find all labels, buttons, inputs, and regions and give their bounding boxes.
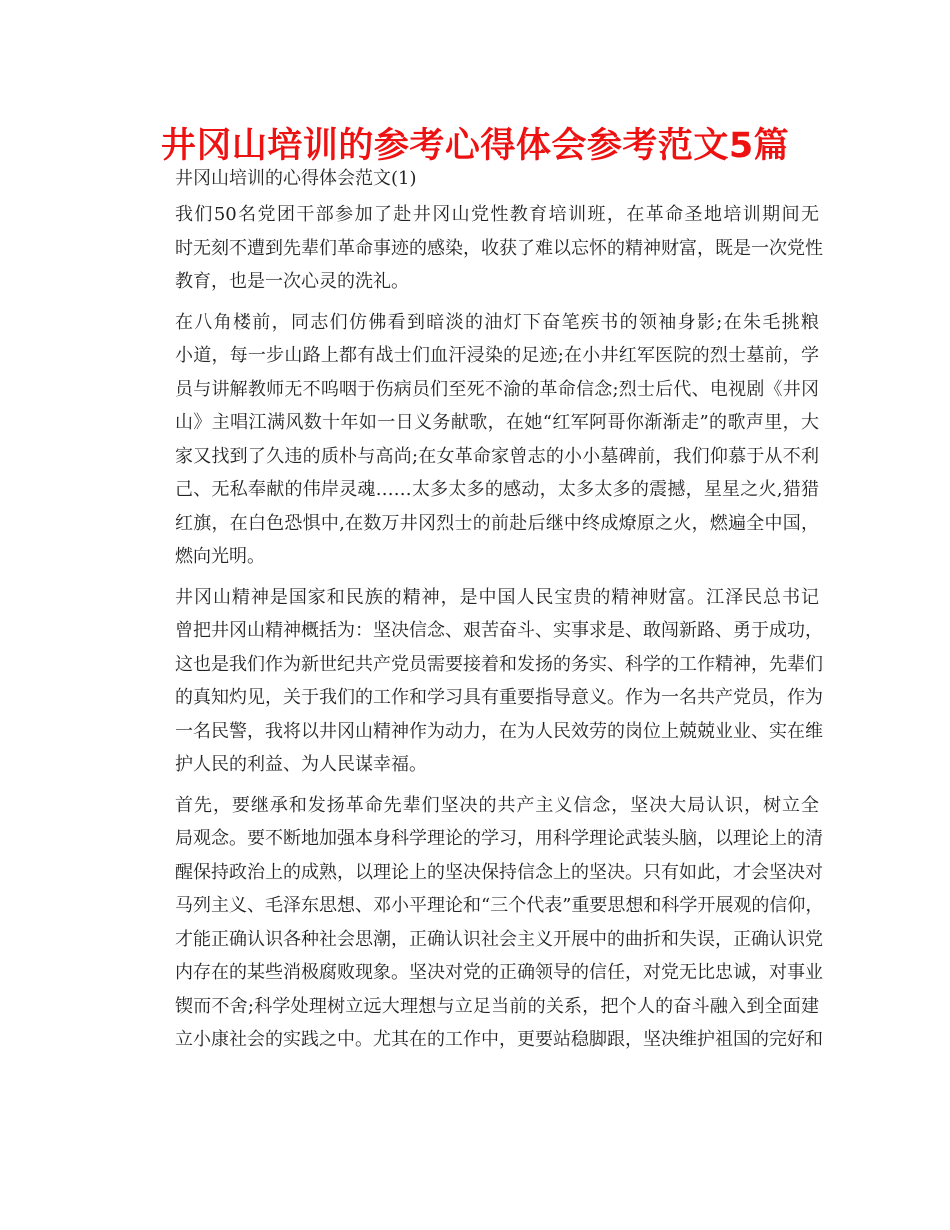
text-line: 内存在的某些消极腐败现象。坚决对党的正确领导的信任，对党无比忠诚，对事业 — [175, 962, 823, 983]
text-line: 红旗，在白色恐惧中,在数万井冈烈士的前赴后继中终成燎原之火，燃遍全中国， — [175, 512, 819, 534]
text-line: 燃向光明。 — [175, 546, 265, 567]
text-line: 立小康社会的实践之中。尤其在的工作中，更要站稳脚跟，坚决维护祖国的完好和 — [175, 1029, 823, 1050]
text-line: 首先，要继承和发扬革命先辈们坚决的共产主义信念，坚决大局认识，树立全 — [175, 794, 819, 816]
text-line: 己、无私奉献的伟岸灵魂……太多太多的感动，太多太多的震撼，星星之火,猎猎 — [175, 479, 819, 500]
text-line: 马列主义、毛泽东思想、邓小平理论和“三个代表”重要思想和科学开展观的信仰， — [175, 895, 824, 916]
text-line: 小道，每一步山路上都有战士们血汗浸染的足迹;在小井红军医院的烈士墓前，学 — [175, 345, 819, 366]
text-line: 才能正确认识各种社会思潮，正确认识社会主义开展中的曲折和失误，正确认识党 — [175, 928, 823, 950]
text-line: 一名民警，我将以井冈山精神作为动力，在为人民效劳的岗位上兢兢业业、实在维 — [175, 720, 823, 742]
text-line: 我们50名党团干部参加了赴井冈山党性教育培训班，在革命圣地培训期间无 — [175, 204, 819, 225]
text-line: 教育，也是一次心灵的洗礼。 — [175, 271, 409, 292]
paragraph-1 — [139, 198, 823, 299]
paragraph-2 — [139, 306, 819, 574]
paragraph-4 — [139, 789, 824, 1057]
text-line: 护人民的利益、为人民谋幸福。 — [175, 754, 427, 775]
text-line: 山》主唱江满风数十年如一日义务献歌，在她“红军阿哥你渐渐走”的歌声里，大 — [175, 412, 819, 433]
text-line: 醒保持政治上的成熟，以理论上的坚决保持信念上的坚决。只有如此，才会坚决对 — [175, 861, 823, 883]
paragraph-3 — [139, 581, 823, 782]
text-line: 在八角楼前，同志们仿佛看到暗淡的油灯下奋笔疾书的领袖身影;在朱毛挑粮 — [175, 311, 819, 333]
text-line: 这也是我们作为新世纪共产党员需要接着和发扬的务实、科学的工作精神，先辈们 — [175, 653, 823, 675]
document-title: 井冈山培训的参考心得体会参考范文5篇 — [160, 126, 790, 166]
document-body — [139, 166, 824, 1064]
text-line: 曾把井冈山精神概括为：坚决信念、艰苦奋斗、实事求是、敢闯新路、勇于成功， — [175, 620, 823, 641]
text-line: 井冈山精神是国家和民族的精神，是中国人民宝贵的精神财富。江泽民总书记 — [175, 586, 819, 608]
text-line: 锲而不舍;科学处理树立远大理想与立足当前的关系，把个人的奋斗融入到全面建 — [175, 995, 819, 1017]
text-line: 时无刻不遭到先辈们革命事迹的感染，收获了难以忘怀的精神财富，既是一次党性 — [175, 237, 823, 259]
text-line: 的真知灼见，关于我们的工作和学习具有重要指导意义。作为一名共产党员，作为 — [175, 687, 823, 708]
text-line: 员与讲解教师无不呜咽于伤病员们至死不渝的革命信念;烈士后代、电视剧《井冈 — [175, 378, 819, 400]
text-line: 局观念。要不断地加强本身科学理论的学习，用科学理论武装头脑，以理论上的清 — [175, 828, 823, 849]
document-subtitle: 井冈山培训的心得体会范文(1) — [175, 168, 417, 189]
text-line: 家又找到了久违的质朴与高尚;在女革命家曾志的小小墓碑前，我们仰慕于从不利 — [175, 445, 819, 467]
